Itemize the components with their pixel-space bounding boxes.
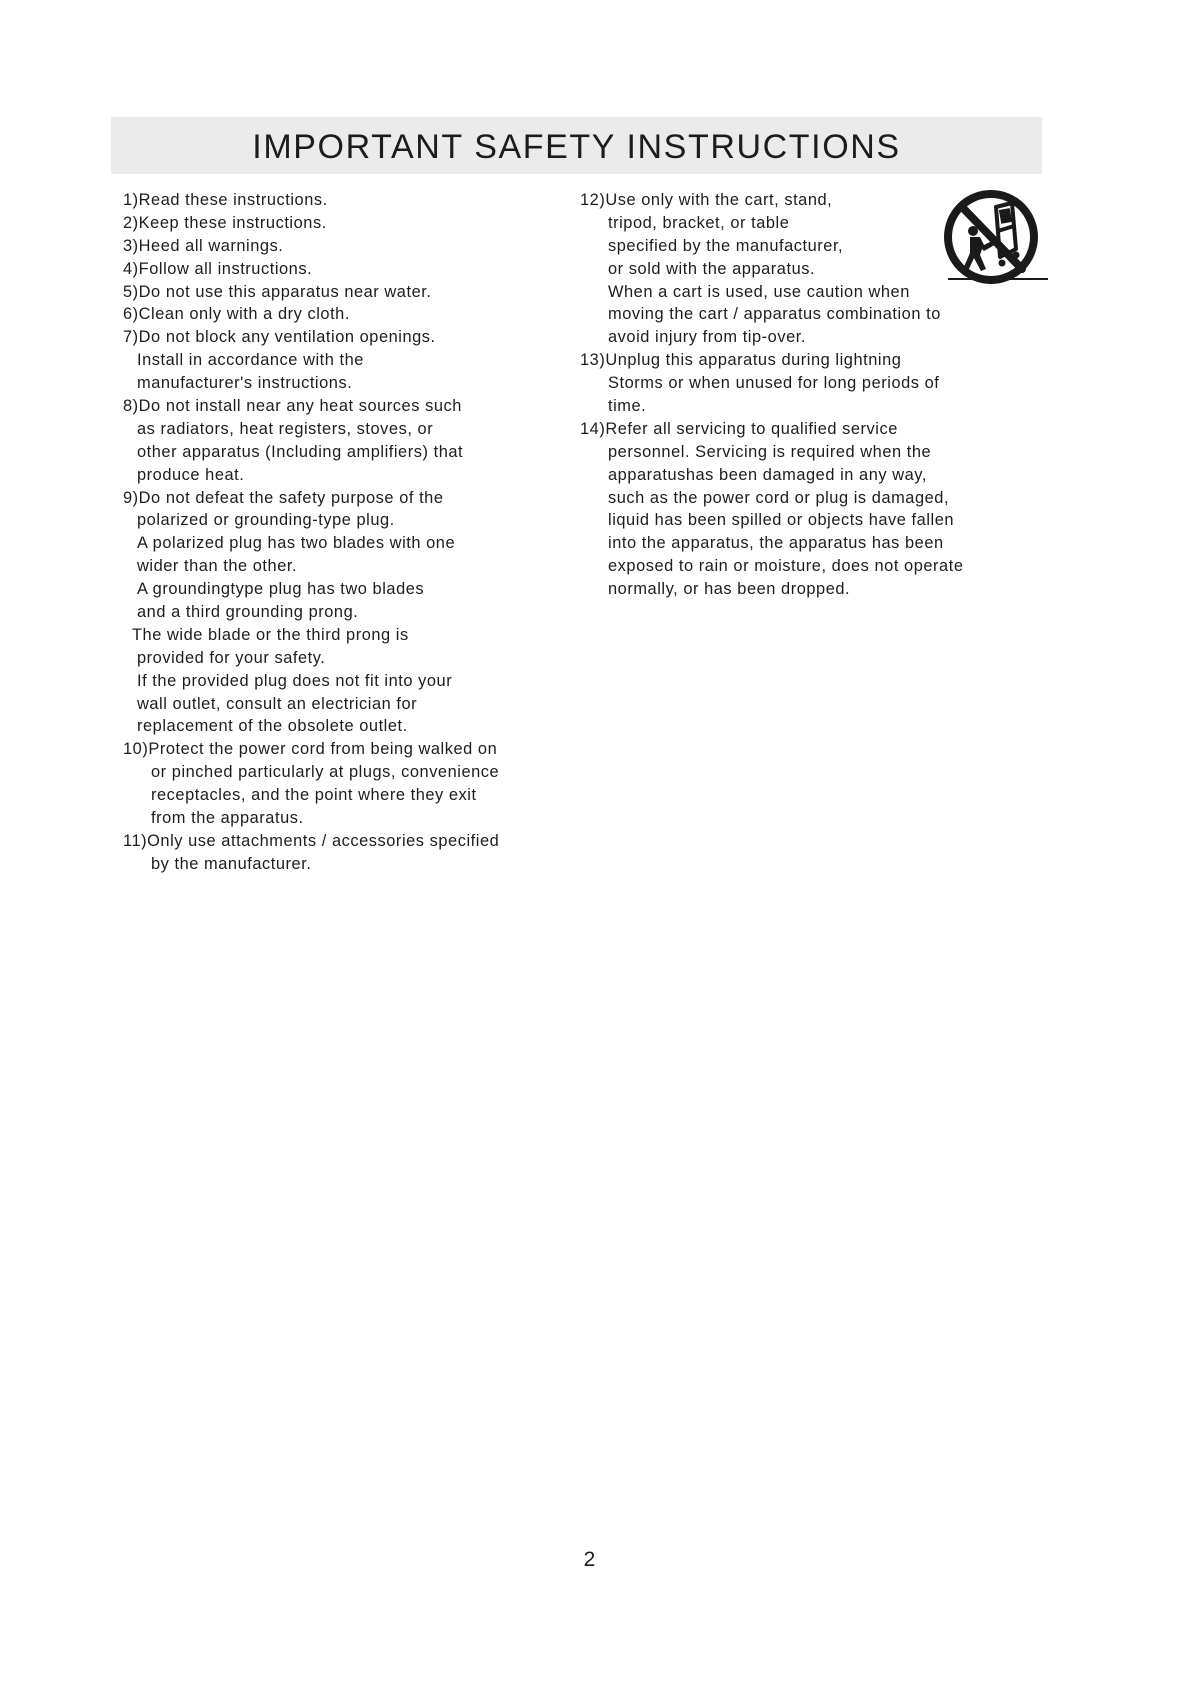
instruction-line: apparatushas been damaged in any way, (608, 465, 927, 484)
instruction-line: 8)Do not install near any heat sources such (123, 397, 462, 416)
instruction-line: into the apparatus, the apparatus has been (608, 534, 944, 553)
instruction-line: 12)Use only with the cart, stand, (580, 191, 833, 209)
instruction-line: exposed to rain or moisture, does not operate (608, 557, 964, 576)
page-number: 2 (583, 1548, 596, 1571)
instruction-line: polarized or grounding-type plug. (137, 511, 395, 530)
instruction-line: tripod, bracket, or table (608, 213, 790, 232)
instruction-line: wall outlet, consult an electrician for (137, 694, 418, 713)
instruction-line: specified by the manufacturer, (608, 236, 844, 255)
instruction-line: by the manufacturer. (151, 854, 312, 873)
instruction-line: and a third grounding prong. (137, 603, 359, 622)
instruction-line: 1)Read these instructions. (123, 191, 328, 209)
instruction-line: moving the cart / apparatus combination to (608, 305, 941, 324)
instruction-line: The wide blade or the third prong is (132, 625, 409, 644)
instruction-line: other apparatus (Including amplifiers) that (137, 442, 464, 461)
left-instruction-column (123, 189, 543, 876)
instruction-line: 5)Do not use this apparatus near water. (123, 282, 432, 301)
instruction-line: time. (608, 397, 647, 416)
instruction-line: A groundingtype plug has two blades (137, 580, 425, 599)
instruction-line: replacement of the obsolete outlet. (137, 717, 408, 736)
instruction-line: manufacturer's instructions. (137, 374, 353, 393)
instruction-line: 13)Unplug this apparatus during lightning (580, 351, 902, 370)
instruction-line: avoid injury from tip-over. (608, 328, 806, 347)
instruction-line: normally, or has been dropped. (608, 580, 851, 599)
instruction-line: 11)Only use attachments / accessories specified (123, 831, 500, 850)
instruction-line: such as the power cord or plug is damaged, (608, 488, 950, 507)
instruction-line: 9)Do not defeat the safety purpose of the (123, 488, 444, 507)
right-instruction-column (580, 189, 1000, 601)
instruction-line: or pinched particularly at plugs, convenience (151, 763, 500, 782)
instruction-line: or sold with the apparatus. (608, 259, 816, 278)
instruction-line: If the provided plug does not fit into your (137, 671, 453, 690)
instruction-line: Install in accordance with the (137, 351, 364, 370)
instruction-line: liquid has been spilled or objects have fallen (608, 511, 955, 530)
instruction-line: produce heat. (137, 465, 245, 484)
instruction-line: 3)Heed all warnings. (123, 236, 284, 255)
cart-tip-over-warning-icon (940, 187, 1048, 295)
instruction-line: as radiators, heat registers, stoves, or (137, 419, 434, 438)
instruction-line: A polarized plug has two blades with one (137, 534, 456, 553)
instruction-line: 4)Follow all instructions. (123, 259, 313, 278)
instruction-line: personnel. Servicing is required when the (608, 442, 932, 461)
instruction-line: provided for your safety. (137, 648, 326, 667)
instruction-line: 14)Refer all servicing to qualified service (580, 419, 898, 438)
instruction-line: 7)Do not block any ventilation openings. (123, 328, 436, 347)
instruction-line: from the apparatus. (151, 809, 304, 828)
page-title: IMPORTANT SAFETY INSTRUCTIONS (252, 128, 901, 166)
instruction-line: 2)Keep these instructions. (123, 213, 327, 232)
instruction-line: wider than the other. (137, 557, 298, 576)
instruction-line: When a cart is used, use caution when (608, 282, 910, 301)
instruction-line: Storms or when unused for long periods of (608, 374, 940, 393)
instruction-line: 10)Protect the power cord from being walked on (123, 740, 498, 759)
instruction-line: 6)Clean only with a dry cloth. (123, 305, 350, 324)
instruction-line: receptacles, and the point where they exit (151, 786, 477, 805)
